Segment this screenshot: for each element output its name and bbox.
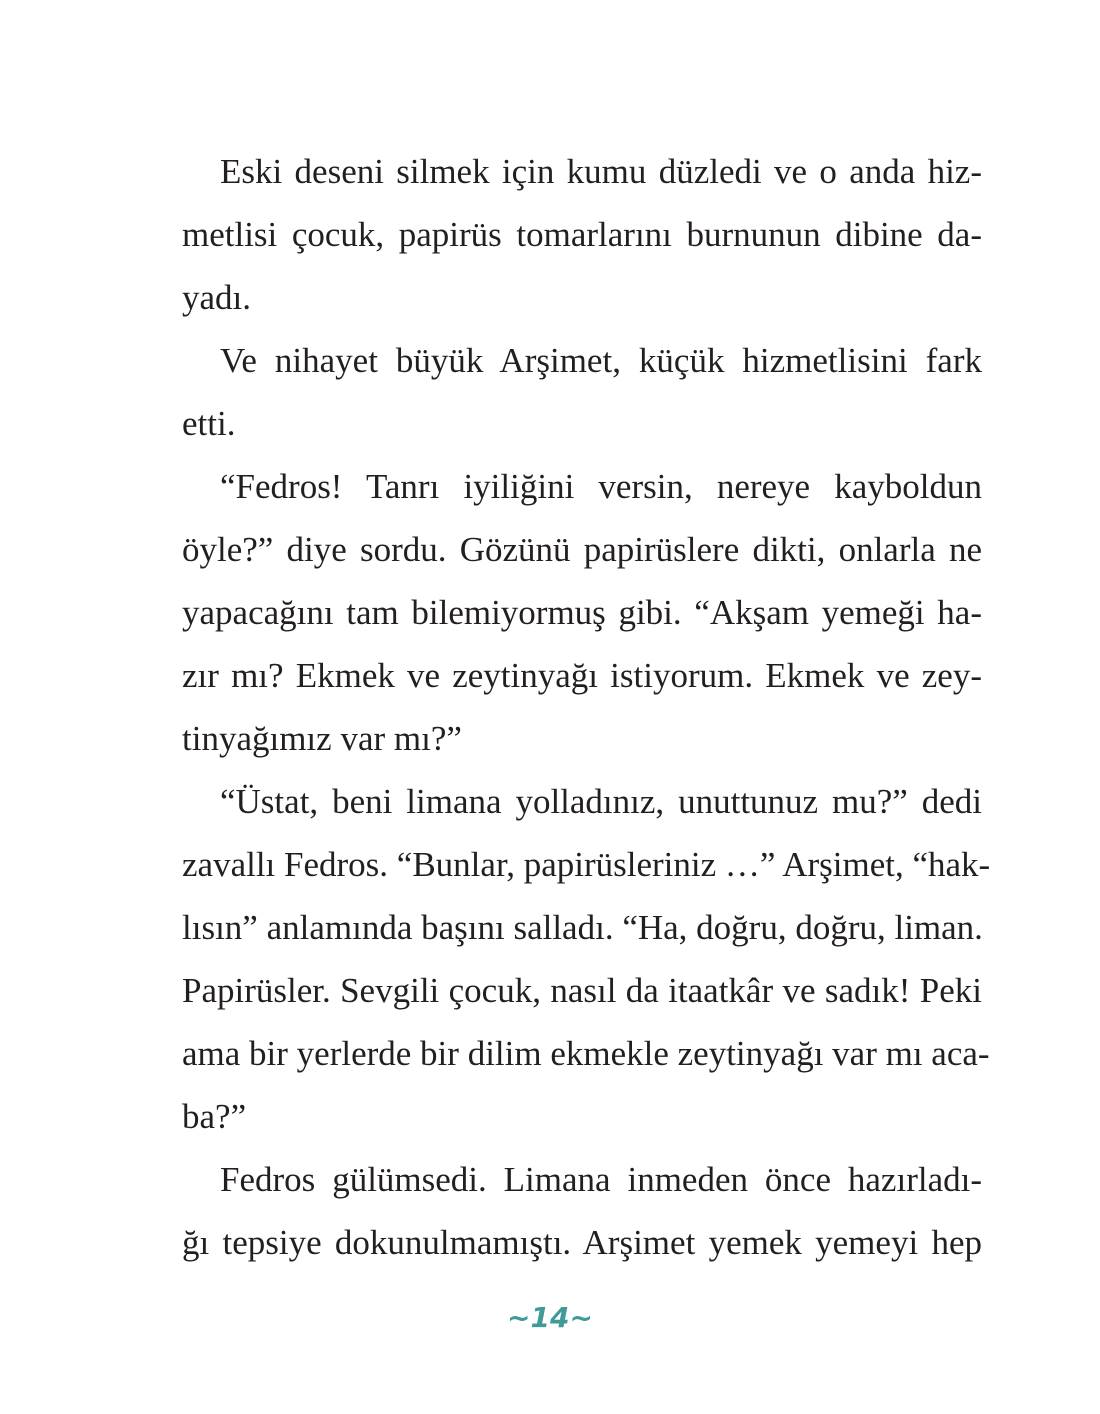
text-line: Fedros gülümsedi. Limana inmeden önce hazırladı- [220,1160,982,1199]
text-line: ba?” [182,1097,247,1136]
text-line: Ve nihayet büyük Arşimet, küçük hizmetlisini fark [220,341,982,380]
body-text [182,145,991,1279]
text-line: Eski deseni silmek için kumu düzledi ve o anda hiz- [220,152,982,191]
text-line: zavallı Fedros. “Bunlar, papirüsleriniz …” Arşimet, “hak- [182,845,991,884]
text-line: zır mı? Ekmek ve zeytinyağı istiyorum. Ekmek ve zey- [182,656,982,695]
text-line: tinyağımız var mı?” [182,719,462,758]
text-line: metlisi çocuk, papirüs tomarlarını burnunun dibine da- [182,215,982,254]
text-line: Papirüsler. Sevgili çocuk, nasıl da itaatkâr ve sadık! Peki [182,971,982,1010]
text-line: “Üstat, beni limana yolladınız, unuttunuz mu?” dedi [220,782,982,821]
text-line: yadı. [182,278,252,317]
page-number: ~14~ [507,1301,593,1334]
text-line: lısın” anlamında başını salladı. “Ha, doğru, doğru, liman. [182,908,983,947]
text-line: etti. [182,404,236,443]
text-line: yapacağını tam bilemiyormuş gibi. “Akşam yemeği ha- [182,593,982,632]
text-line: “Fedros! Tanrı iyiliğini versin, nereye kayboldun [220,467,982,506]
text-line: öyle?” diye sordu. Gözünü papirüslere dikti, onlarla ne [182,530,982,569]
text-line: ğı tepsiye dokunulmamıştı. Arşimet yemek yemeyi hep [182,1223,982,1262]
text-line: ama bir yerlerde bir dilim ekmekle zeytinyağı var mı aca- [182,1034,990,1073]
